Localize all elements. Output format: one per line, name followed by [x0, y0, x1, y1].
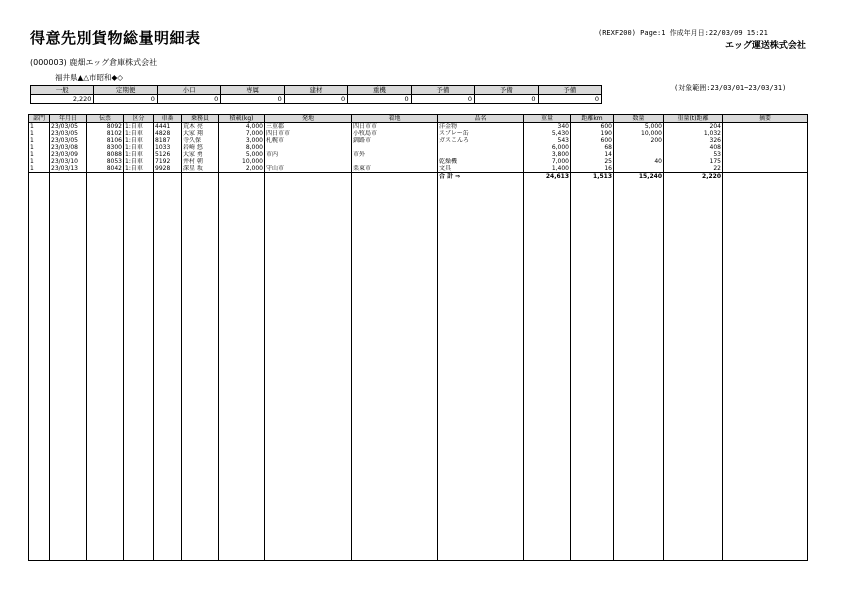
client-name: (000003) 鹿畑エッグ倉庫株式会社 — [30, 58, 158, 67]
cell-quantity — [614, 144, 664, 151]
cell-driver: 大家 翔 — [182, 130, 219, 137]
col-destination: 着地 — [352, 115, 438, 123]
table-row — [29, 130, 808, 137]
cell-date: 23/03/13 — [50, 165, 87, 173]
cell-department: 1 — [29, 144, 50, 151]
cell-distance: 190 — [571, 130, 614, 137]
cell-destination: 栗東市 — [352, 165, 438, 173]
cell-driver: 大家 勇 — [182, 151, 219, 158]
cell-destination — [352, 158, 438, 165]
cell-quantity: 200 — [614, 137, 664, 144]
cell-distance: 600 — [571, 137, 614, 144]
cell-distance: 600 — [571, 123, 614, 131]
summary-value: 0 — [221, 95, 284, 104]
col-weight-distance: 重量(t)距離 — [664, 115, 723, 123]
summary-header-row — [31, 86, 602, 95]
cell-item: 洋金物 — [438, 123, 524, 131]
summary-value-row — [31, 95, 602, 104]
cell-date: 23/03/05 — [50, 130, 87, 137]
cell-slip: 8102 — [87, 130, 124, 137]
cell-driver: 井村 朝 — [182, 158, 219, 165]
filler-row — [29, 180, 808, 561]
cell-driver: 荒木 亮 — [182, 123, 219, 131]
cell-category: 1:自車 — [124, 158, 154, 165]
summary-value: 0 — [538, 95, 602, 104]
cell-category: 1:自車 — [124, 151, 154, 158]
table-row — [29, 137, 808, 144]
summary-header: 予備 — [475, 86, 538, 95]
cell-distance: 16 — [571, 165, 614, 173]
report-meta: (REXF200) Page:1 作成年月日:22/03/09 15:21 — [598, 29, 768, 37]
cell-weight-distance: 175 — [664, 158, 723, 165]
col-vehicle: 車番 — [154, 115, 182, 123]
col-weight: 重量 — [524, 115, 571, 123]
cell-date: 23/03/09 — [50, 151, 87, 158]
summary-value: 0 — [411, 95, 474, 104]
cell-weight-distance: 326 — [664, 137, 723, 144]
cell-category: 1:自車 — [124, 137, 154, 144]
cell-origin — [265, 144, 352, 151]
detail-table — [28, 114, 808, 561]
col-slip: 伝票 — [87, 115, 124, 123]
cell-vehicle: 1033 — [154, 144, 182, 151]
total-label: 合 計 ⇒ — [438, 173, 524, 181]
total-weight-distance: 2,220 — [664, 173, 723, 181]
col-origin: 発地 — [265, 115, 352, 123]
summary-header: 専属 — [221, 86, 284, 95]
summary-header: 小口 — [157, 86, 220, 95]
cell-load: 3,000 — [219, 137, 265, 144]
cell-origin: 札幌市 — [265, 137, 352, 144]
cell-vehicle: 4828 — [154, 130, 182, 137]
cell-vehicle: 7192 — [154, 158, 182, 165]
cell-load: 2,000 — [219, 165, 265, 173]
cell-date: 23/03/10 — [50, 158, 87, 165]
summary-header: 予備 — [411, 86, 474, 95]
cell-load: 5,000 — [219, 151, 265, 158]
report-title: 得意先別貨物総量明細表 — [30, 29, 201, 47]
cell-quantity: 5,000 — [614, 123, 664, 131]
cell-destination: 小牧島市 — [352, 130, 438, 137]
cell-remarks — [723, 137, 808, 144]
cell-load: 8,000 — [219, 144, 265, 151]
cell-item: ガスこんろ — [438, 137, 524, 144]
cell-weight: 5,430 — [524, 130, 571, 137]
col-category: 区分 — [124, 115, 154, 123]
cell-quantity — [614, 151, 664, 158]
cell-origin: 守山市 — [265, 165, 352, 173]
cell-item: 乾燥機 — [438, 158, 524, 165]
cell-driver: 岩崎 悠 — [182, 144, 219, 151]
summary-header: 定期便 — [94, 86, 157, 95]
table-row — [29, 151, 808, 158]
client-address: 福井県▲△市昭和◆◇ — [55, 73, 124, 82]
col-item: 品名 — [438, 115, 524, 123]
cell-category: 1:自車 — [124, 144, 154, 151]
cell-load: 4,000 — [219, 123, 265, 131]
cell-vehicle: 5126 — [154, 151, 182, 158]
summary-value: 0 — [348, 95, 411, 104]
summary-table — [30, 85, 602, 104]
cell-weight-distance: 53 — [664, 151, 723, 158]
table-row — [29, 158, 808, 165]
cell-category: 1:自車 — [124, 130, 154, 137]
cell-distance: 68 — [571, 144, 614, 151]
total-quantity: 15,240 — [614, 173, 664, 181]
col-quantity: 数量 — [614, 115, 664, 123]
cell-date: 23/03/05 — [50, 137, 87, 144]
cell-date: 23/03/08 — [50, 144, 87, 151]
cell-origin: 四日市市 — [265, 130, 352, 137]
cell-item: スプレー缶 — [438, 130, 524, 137]
summary-value: 0 — [475, 95, 538, 104]
cell-distance: 14 — [571, 151, 614, 158]
col-distance: 距離km — [571, 115, 614, 123]
cell-department: 1 — [29, 151, 50, 158]
table-row — [29, 123, 808, 131]
cell-weight-distance: 204 — [664, 123, 723, 131]
cell-slip: 8300 — [87, 144, 124, 151]
cell-weight: 6,000 — [524, 144, 571, 151]
cell-slip: 8088 — [87, 151, 124, 158]
cell-origin: 三重郡 — [265, 123, 352, 131]
col-date: 年月日 — [50, 115, 87, 123]
col-department: 部門 — [29, 115, 50, 123]
cell-weight: 543 — [524, 137, 571, 144]
summary-value: 2,220 — [31, 95, 94, 104]
cell-slip: 8042 — [87, 165, 124, 173]
target-period: (対象範囲:23/03/01~23/03/31) — [674, 84, 787, 92]
cell-vehicle: 9928 — [154, 165, 182, 173]
cell-remarks — [723, 151, 808, 158]
cell-quantity: 40 — [614, 158, 664, 165]
cell-load: 7,000 — [219, 130, 265, 137]
cell-quantity — [614, 165, 664, 173]
total-weight: 24,613 — [524, 173, 571, 181]
total-distance: 1,513 — [571, 173, 614, 181]
cell-department: 1 — [29, 158, 50, 165]
cell-driver: 寺久保 — [182, 137, 219, 144]
cell-destination: 市外 — [352, 151, 438, 158]
cell-weight: 3,800 — [524, 151, 571, 158]
cell-item: 文具 — [438, 165, 524, 173]
cell-department: 1 — [29, 165, 50, 173]
cell-weight: 7,000 — [524, 158, 571, 165]
cell-destination: 四日市市 — [352, 123, 438, 131]
cell-slip: 8092 — [87, 123, 124, 131]
cell-weight: 340 — [524, 123, 571, 131]
cell-weight-distance: 1,032 — [664, 130, 723, 137]
cell-driver: 深星 坂 — [182, 165, 219, 173]
summary-header: 一般 — [31, 86, 94, 95]
cell-origin: 市内 — [265, 151, 352, 158]
cell-load: 10,000 — [219, 158, 265, 165]
col-remarks: 摘要 — [723, 115, 808, 123]
cell-item — [438, 151, 524, 158]
summary-header: 建材 — [284, 86, 347, 95]
col-load: 積載(kg) — [219, 115, 265, 123]
cell-remarks — [723, 165, 808, 173]
total-row — [29, 173, 808, 181]
table-row — [29, 144, 808, 151]
cell-quantity: 10,000 — [614, 130, 664, 137]
cell-remarks — [723, 144, 808, 151]
cell-destination: 釧路市 — [352, 137, 438, 144]
cell-vehicle: 8187 — [154, 137, 182, 144]
cell-remarks — [723, 123, 808, 131]
cell-department: 1 — [29, 130, 50, 137]
summary-header: 重機 — [348, 86, 411, 95]
cell-vehicle: 4441 — [154, 123, 182, 131]
cell-weight: 1,400 — [524, 165, 571, 173]
cell-date: 23/03/05 — [50, 123, 87, 131]
cell-origin — [265, 158, 352, 165]
cell-destination — [352, 144, 438, 151]
table-row — [29, 165, 808, 173]
cell-department: 1 — [29, 123, 50, 131]
cell-slip: 8053 — [87, 158, 124, 165]
summary-value: 0 — [157, 95, 220, 104]
cell-slip: 8106 — [87, 137, 124, 144]
cell-department: 1 — [29, 137, 50, 144]
cell-item — [438, 144, 524, 151]
cell-category: 1:自車 — [124, 165, 154, 173]
cell-weight-distance: 22 — [664, 165, 723, 173]
cell-weight-distance: 408 — [664, 144, 723, 151]
cell-category: 1:自車 — [124, 123, 154, 131]
cell-remarks — [723, 130, 808, 137]
summary-value: 0 — [284, 95, 347, 104]
detail-header-row — [29, 115, 808, 123]
cell-distance: 25 — [571, 158, 614, 165]
company-name: エッグ運送株式会社 — [725, 41, 806, 51]
col-driver: 乗務員 — [182, 115, 219, 123]
summary-value: 0 — [94, 95, 157, 104]
cell-remarks — [723, 158, 808, 165]
summary-header: 予備 — [538, 86, 602, 95]
